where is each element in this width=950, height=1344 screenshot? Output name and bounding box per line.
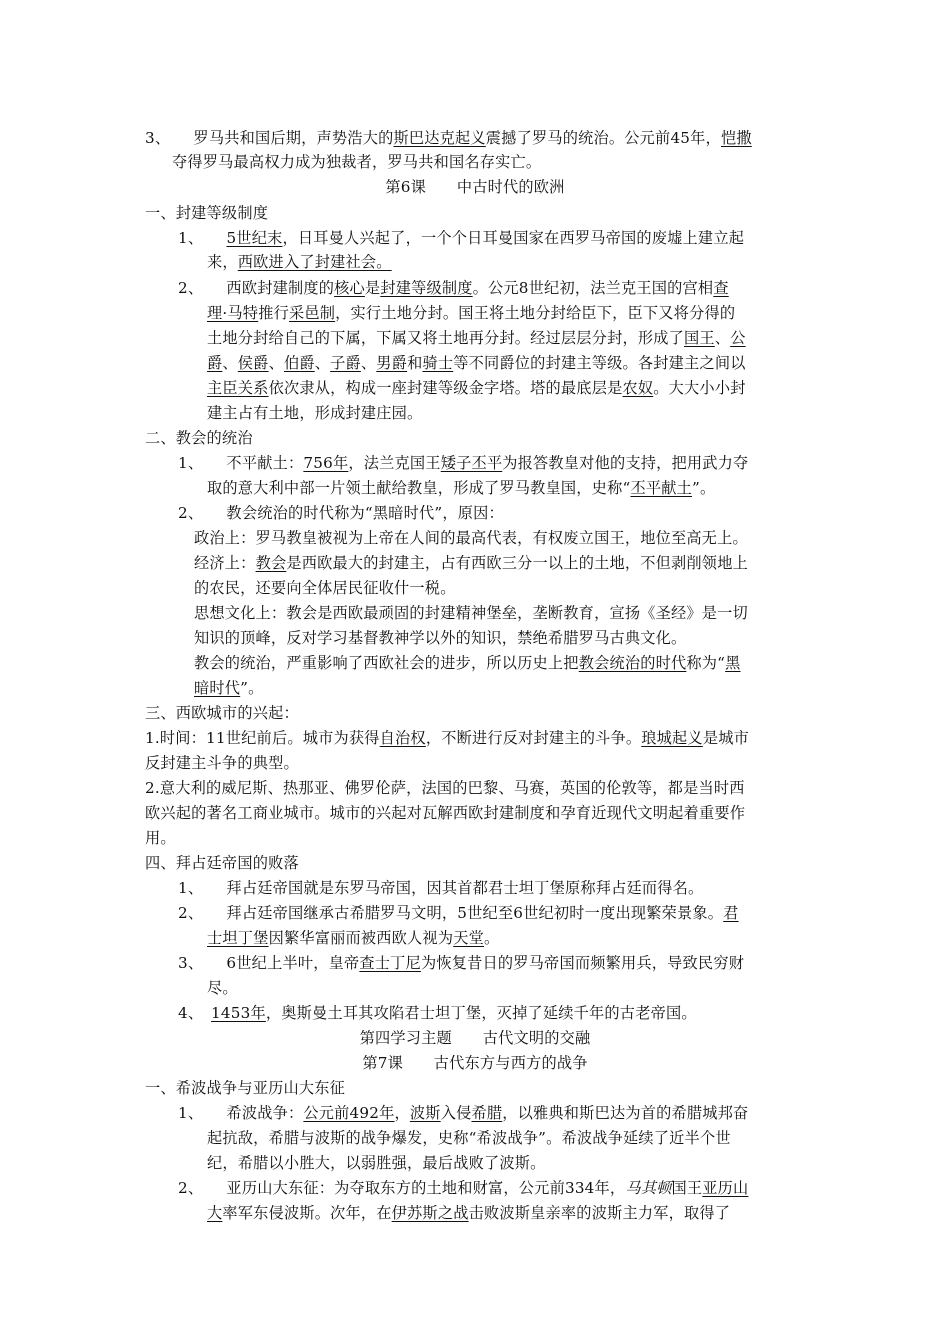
text-line: 暗时代”。: [194, 679, 264, 697]
text-line: 士坦丁堡因繁华富丽而被西欧人视为天堂。: [207, 929, 500, 947]
text-line: 2.意大利的威尼斯、热那亚、佛罗伦萨，法国的巴黎、马赛，英国的伦敦等，都是当时西: [145, 779, 745, 797]
text-line: 1、 不平献土：756年，法兰克国王矮子丕平为报答教皇对他的支持，把用武力夺: [178, 454, 749, 472]
text-line: 经济上：教会是西欧最大的封建主，占有西欧三分一以上的土地，不但剥削领地上: [194, 554, 748, 572]
text-line: 大率军东侵波斯。次年，在伊苏斯之战击败波斯皇亲率的波斯主力军，取得了: [207, 1204, 731, 1222]
text-line: 欧兴起的著名工商业城市。城市的兴起对瓦解西欧封建制度和孕育近现代文明起着重要作: [145, 804, 746, 822]
text-line: 思想文化上：教会是西欧最顽固的封建精神堡垒，垄断教育，宣扬《圣经》是一切: [194, 604, 748, 622]
text-line: 教会的统治，严重影响了西欧社会的进步，所以历史上把教会统治的时代称为“黑: [194, 654, 741, 672]
section-heading: 三、西欧城市的兴起：: [145, 704, 299, 722]
text-line: 2、 亚历山大东征：为夺取东方的土地和财富，公元前334年，马其顿国王亚历山: [178, 1179, 749, 1197]
text-line: 尽。: [207, 979, 238, 997]
text-line: 1、 希波战争：公元前492年，波斯入侵希腊，以雅典和斯巴达为首的希腊城邦奋: [178, 1104, 749, 1122]
text-line: 1、 5世纪末，日耳曼人兴起了，一个个日耳曼国家在西罗马帝国的废墟上建立起: [178, 229, 745, 247]
text-line: 2、 拜占廷帝国继承古希腊罗马文明，5世纪至6世纪初时一度出现繁荣景象。君: [178, 904, 739, 922]
lesson-heading: 第6课 中古时代的欧洲: [385, 178, 565, 196]
text-line: 2、 教会统治的时代称为“黑暗时代”，原因：: [178, 504, 504, 522]
text-line: 来，西欧进入了封建社会。: [207, 253, 392, 271]
text-line: 2、 西欧封建制度的核心是封建等级制度。公元8世纪初，法兰克王国的宫相查: [178, 279, 729, 297]
section-heading: 四、拜占廷帝国的败落: [145, 854, 299, 872]
text-line: 3、 罗马共和国后期，声势浩大的斯巴达克起义震撼了罗马的统治。公元前45年，恺撒: [145, 129, 752, 147]
text-line: 土地分封给自己的下属，下属又将土地再分封。经过层层分封，形成了国王、公: [207, 329, 746, 347]
text-line: 知识的顶峰，反对学习基督教神学以外的知识，禁绝希腊罗马古典文化。: [194, 629, 687, 647]
text-line: 纪，希腊以小胜大，以弱胜强，最后战败了波斯。: [207, 1154, 546, 1172]
text-line: 起抗敌，希腊与波斯的战争爆发，史称“希波战争”。希波战争延续了近半个世: [207, 1129, 731, 1147]
section-heading: 一、封建等级制度: [145, 204, 269, 222]
text-line: 用。: [145, 829, 176, 847]
text-line: 取的意大利中部一片领土献给教皇，形成了罗马教皇国，史称“丕平献土”。: [207, 479, 716, 497]
text-line: 爵、侯爵、伯爵、子爵、男爵和骑士等不同爵位的封建主等级。各封建主之间以: [207, 354, 746, 372]
text-line: 4、 1453年，奥斯曼土耳其攻陷君士坦丁堡，灭掉了延续千年的古老帝国。: [178, 1004, 697, 1022]
theme-heading: 第四学习主题 古代文明的交融: [359, 1029, 591, 1047]
text-line: 主臣关系依次隶从，构成一座封建等级金字塔。塔的最底层是农奴。大大小小封: [207, 379, 746, 397]
text-line: 政治上：罗马教皇被视为上帝在人间的最高代表，有权废立国王，地位至高无上。: [194, 529, 748, 547]
text-line: 的农民，还要向全体居民征收什一税。: [194, 579, 456, 597]
text-line: 1.时间：11世纪前后。城市为获得自治权，不断进行反对封建主的斗争。琅城起义是城市: [145, 729, 749, 747]
lesson-heading: 第7课 古代东方与西方的战争: [362, 1054, 588, 1072]
section-heading: 一、希波战争与亚历山大东征: [145, 1079, 346, 1097]
text-line: 夺得罗马最高权力成为独裁者，罗马共和国名存实亡。: [172, 153, 542, 171]
text-line: 反封建主斗争的典型。: [145, 754, 299, 772]
text-line: 3、 6世纪上半叶，皇帝查士丁尼为恢复昔日的罗马帝国而频繁用兵，导致民穷财: [178, 954, 745, 972]
text-line: 1、 拜占廷帝国就是东罗马帝国，因其首都君士坦丁堡原称拜占廷而得名。: [178, 879, 704, 897]
text-line: 建主占有土地，形成封建庄园。: [207, 404, 423, 422]
text-line: 理·马特推行采邑制，实行土地分封。国王将土地分封给臣下，臣下又将分得的: [207, 304, 736, 322]
section-heading: 二、教会的统治: [145, 429, 253, 447]
